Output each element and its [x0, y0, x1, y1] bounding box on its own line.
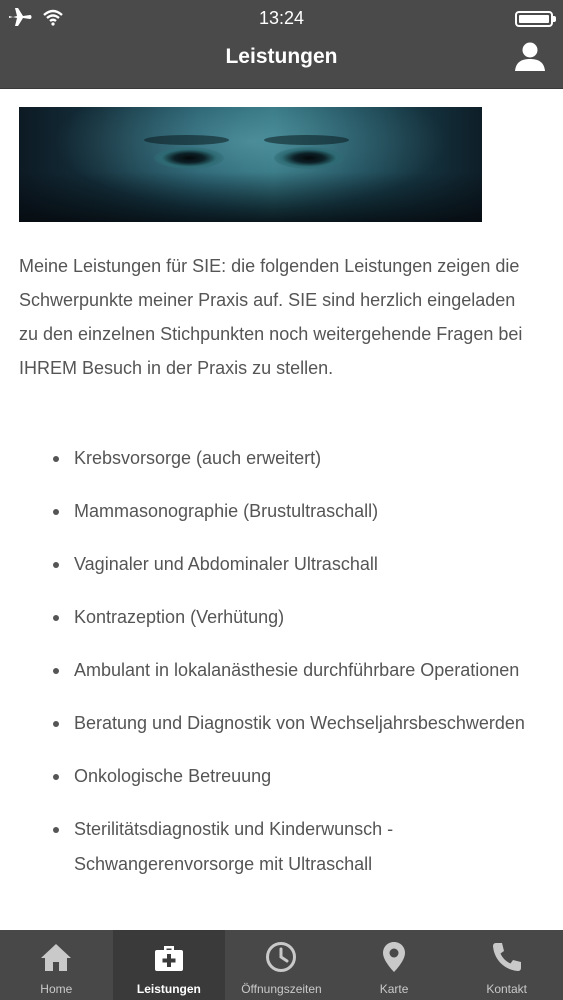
tab-bar [0, 930, 563, 1000]
medical-kit-icon [152, 940, 186, 974]
tab-label: Öffnungszeiten [241, 982, 322, 996]
list-item: Vaginaler und Abdominaler Ultraschall [19, 547, 539, 582]
list-item: Kontrazeption (Verhütung) [19, 600, 539, 635]
tab-karte[interactable] [338, 930, 451, 1000]
tab-label: Home [40, 982, 73, 996]
tab-label: Karte [379, 982, 409, 996]
list-item: Sterilitätsdiagnostik und Kinderwunsch - Schwangerenvorsorge mit Ultraschall [19, 812, 539, 882]
tab-oeffnungszeiten[interactable] [225, 930, 338, 1000]
tab-leistungen[interactable] [113, 930, 226, 1000]
phone-icon [490, 940, 524, 974]
list-item: Mammasonographie (Brustultraschall) [19, 494, 539, 529]
intro-text: Meine Leistungen für SIE: die folgenden Leistungen zeigen die Schwerpunkte meiner Praxis auf. SIE sind herzlich eingeladen zu den einzelnen Stichpunkten noch weitergehende Fragen bei IHREM Besuch in der Praxis zu stellen. [19, 256, 523, 378]
tab-label: Leistungen [136, 982, 201, 996]
home-icon [39, 940, 73, 974]
page-title: Leistungen [225, 45, 338, 68]
clock-icon [264, 940, 298, 974]
status-time: 13:24 [258, 8, 305, 28]
battery-icon [515, 11, 553, 27]
tab-kontakt[interactable] [450, 930, 563, 1000]
map-pin-icon [377, 940, 411, 974]
list-item: Onkologische Betreuung [19, 759, 539, 794]
content-scroll-area[interactable] [0, 89, 563, 930]
tab-label: Kontakt [486, 982, 528, 996]
tab-home[interactable] [0, 930, 113, 1000]
list-item: Beratung und Diagnostik von Wechseljahrsbeschwerden [19, 706, 539, 741]
services-list [19, 441, 539, 900]
face-banner-image [19, 107, 482, 222]
navigation-bar [0, 36, 563, 89]
user-icon[interactable] [513, 40, 547, 74]
list-item: Krebsvorsorge (auch erweitert) [19, 441, 539, 476]
list-item: Ambulant in lokalanästhesie durchführbare Operationen [19, 653, 539, 688]
status-bar [0, 0, 563, 36]
